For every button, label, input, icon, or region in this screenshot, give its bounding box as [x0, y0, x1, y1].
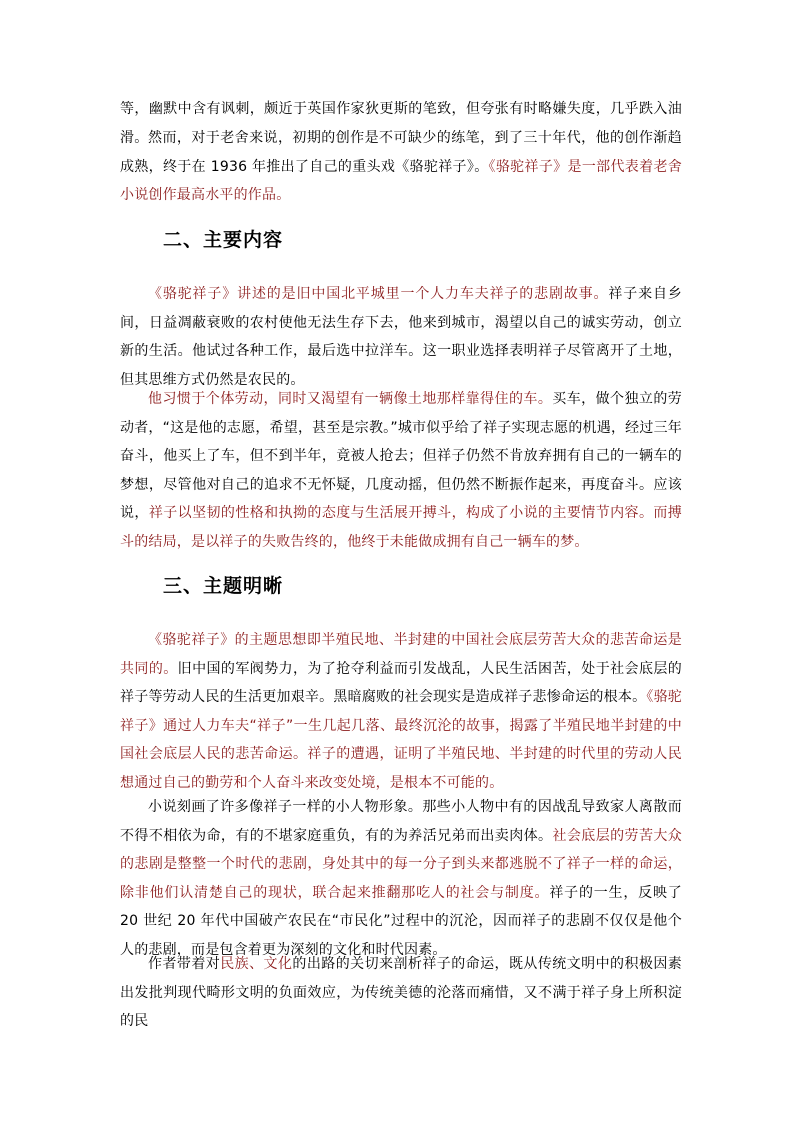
- highlighted-text-span: 《骆驼祥子》是一部代表着老舍小说创作最高水平的作品。: [120, 158, 682, 203]
- highlighted-text-span: 《骆驼祥子》通过人力车夫“祥子”一生几起几落、最终沉沦的故事，揭露了半殖民地半封建的中国社会底层人民的悲苦命运。祥子的遭遇，证明了半殖民地、半封建的时代里的劳动人民想通过自己的勤劳和个人奋斗来改变处境，是根本不可能的。: [120, 689, 682, 791]
- highlighted-text-span: 祥子以坚韧的性格和执拗的态度与生活展开搏斗，构成了小说的主要情节内容。而搏斗的结局，是以祥子的失败告终的，他终于未能做成拥有自己一辆车的梦。: [120, 505, 682, 550]
- paragraph-2: [120, 124, 682, 210]
- text-span: 祥子的一生，反映了 20 世纪 20 年代中国破产农民在“市民化”过程中的沉沦，因而祥子的悲剧不仅仅是他个人的悲剧，而是包含着更为深刻的文化和时代因素。: [120, 884, 682, 958]
- paragraph-7: [120, 950, 682, 1036]
- highlighted-text-span: 民族、文化: [220, 956, 293, 972]
- paragraph-4: [120, 385, 682, 556]
- text-span: 小说刻画了许多像祥子一样的小人物形象。那些小人物中有的因战乱导致家人离散而不得不相依为命，有的不堪家庭重负，有的为养活兄弟而出卖肉体。: [120, 799, 682, 844]
- paragraph-3: [120, 280, 682, 394]
- text-span: 买车，做个独立的劳动者，“这是他的志愿，希望，甚至是宗教。”城市似乎给了祥子实现志愿的机遇，经过三年奋斗，他买上了车，但不到半年，竟被人抢去；但祥子仍然不肯放弃拥有自己的一辆车的梦想，尽管他对自己的追求不无怀疑，几度动摇，但仍然不断振作起来，再度奋斗。应该说，: [120, 391, 682, 521]
- section-heading-main-content: 二、主要内容: [163, 229, 284, 251]
- highlighted-text-span: 《骆驼祥子》的主题思想即半殖民地、半封建的中国社会底层劳苦大众的悲苦命运是共同的。: [120, 632, 682, 677]
- text-span: 作者带着对: [148, 956, 221, 972]
- highlighted-text-span: 《骆驼祥子》讲述的是旧中国北平城里一个人力车夫祥子的悲剧故事。: [148, 286, 609, 302]
- text-span: 祥子来自乡间，日益凋蔽衰败的农村使他无法生存下去，他来到城市，渴望以自己的诚实劳动，创立新的生活。他试过各种工作，最后选中拉洋车。这一职业选择表明祥子尽管离开了土地，但其思维方式仍然是农民的。: [120, 286, 682, 388]
- paragraph-6: [120, 793, 682, 964]
- text-span: 旧中国的军阀势力，为了抢夺利益而引发战乱，人民生活困苦，处于社会底层的祥子等劳动人民的生活更加艰辛。黑暗腐败的社会现实是造成祥子悲惨命运的根本。: [120, 660, 682, 705]
- section-heading-theme: 三、主题明晰: [163, 575, 284, 597]
- text-span: 然而，对于老舍来说，初期的创作是不可缺少的练笔，到了三十年代，他的创作渐趋成熟，终于在 1936 年推出了自己的重头戏《骆驼祥子》。: [120, 130, 682, 175]
- highlighted-text-span: 社会底层的劳苦大众的悲剧是整整一个时代的悲剧，身处其中的每一分子到头来都逃脱不了祥子一样的命运，除非他们认清楚自己的现状，联合起来推翻那吃人的社会与制度。: [120, 827, 682, 901]
- highlighted-text-span: 他习惯于个体劳动，同时又渴望有一辆像土地那样靠得住的车。: [148, 391, 553, 407]
- paragraph-5: [120, 626, 682, 797]
- text-span: 等，幽默中含有讽刺，颇近于英国作家狄更斯的笔致，但夸张有时略嫌失度，几乎跌入油滑。: [120, 101, 682, 146]
- text-span: 的出路的关切来剖析祥子的命运，既从传统文明中的积极因素出发批判现代畸形文明的负面效应，为传统美德的沦落而痛惜，又不满于祥子身上所积淀的民: [120, 956, 683, 1029]
